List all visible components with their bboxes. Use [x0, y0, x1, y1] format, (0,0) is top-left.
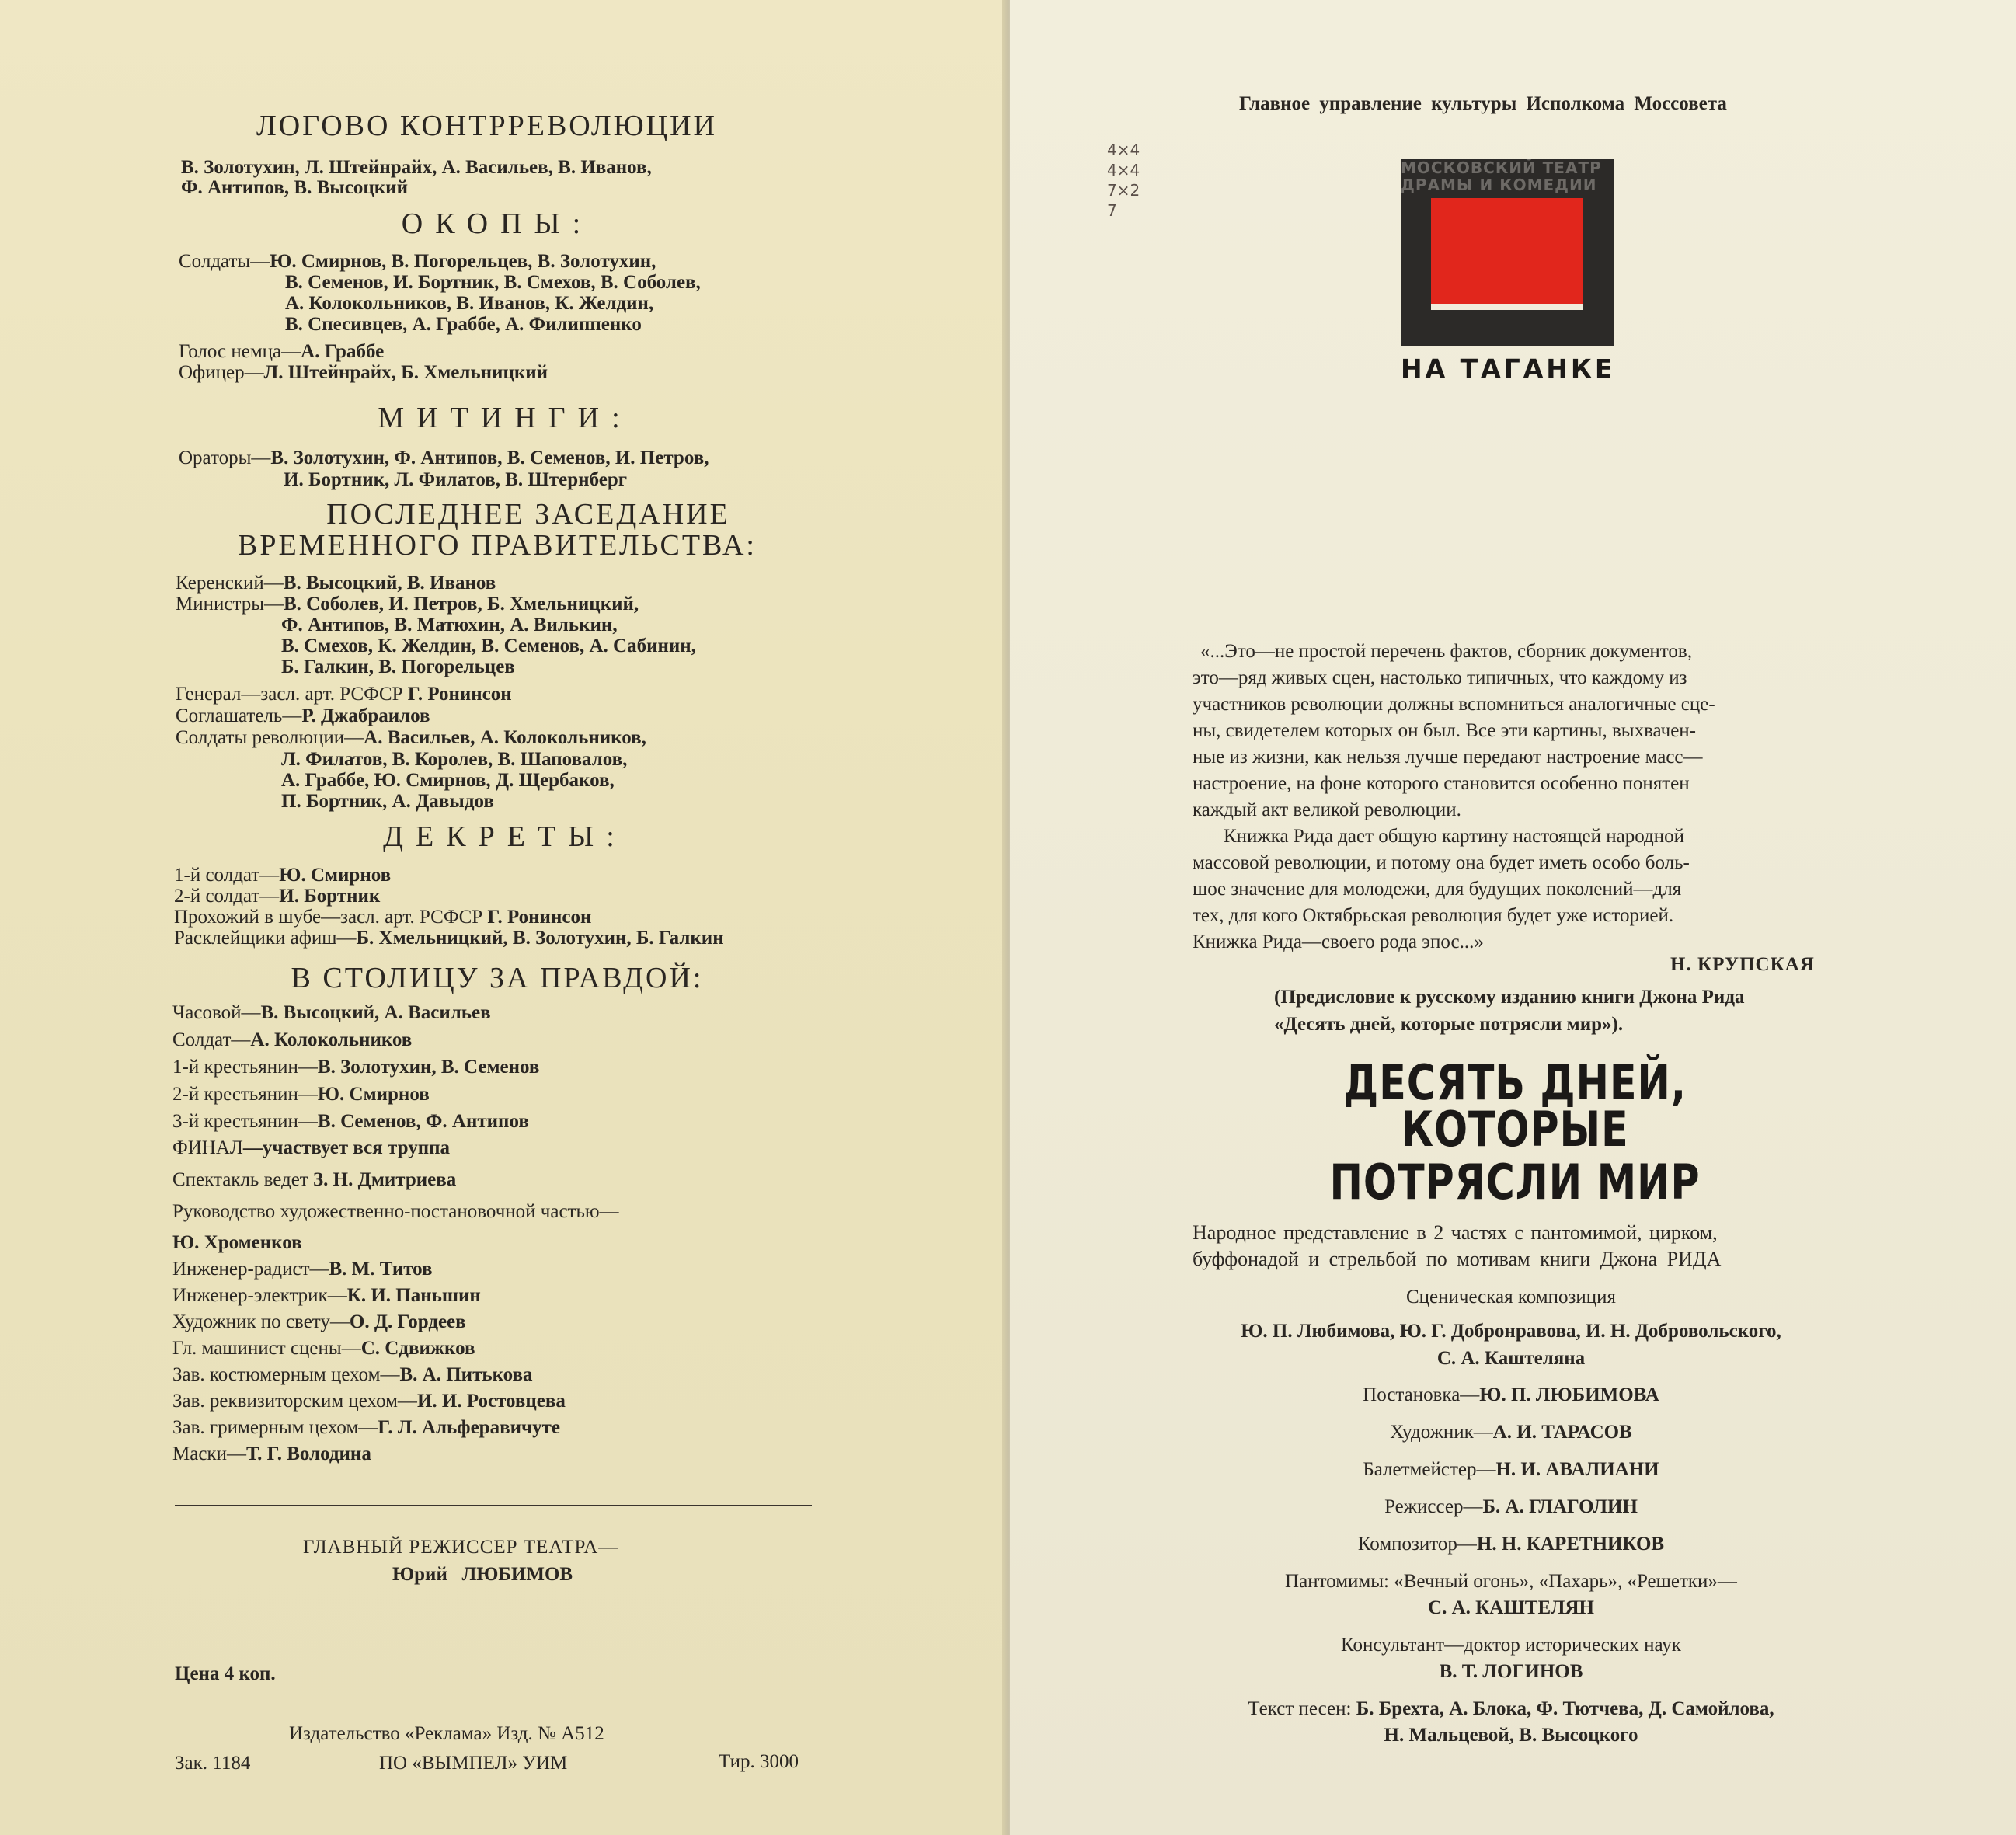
- cast-row: ФИНАЛ—участвует вся труппа: [172, 1137, 451, 1158]
- staff-row: Гл. машинист сцены—С. Сдвижков: [172, 1338, 475, 1359]
- cast-line: П. Бортник, А. Давыдов: [281, 791, 494, 812]
- quote-line: участников революции должны вспомниться аналогичные сце-: [1193, 694, 1715, 715]
- quote-line: «...Это—не простой перечень фактов, сборник документов,: [1200, 641, 1692, 662]
- cast-row: Голос немца—А. Граббе: [179, 341, 385, 362]
- credit-composition-names: Ю. П. Любимова, Ю. Г. Добронравова, И. Н. Добровольского,: [1241, 1321, 1781, 1342]
- cast-row: Солдаты революции—А. Васильев, А. Колокольников,: [176, 727, 646, 748]
- cast-line: В. Спесивцев, А. Граббе, А. Филиппенко: [285, 314, 642, 335]
- theatre-logo: [1401, 159, 1614, 346]
- section-title-lair: ЛОГОВО КОНТРРЕВОЛЮЦИИ: [256, 110, 717, 142]
- credit-pantomime: Пантомимы: «Вечный огонь», «Пахарь», «Решетки»—: [1285, 1571, 1737, 1592]
- quote-line: шое значение для молодежи, для будущих поколений—для: [1193, 879, 1682, 900]
- credit-ballet: Балетмейстер—Н. И. АВАЛИАНИ: [1363, 1459, 1659, 1480]
- cast-row: 3-й крестьянин—В. Семенов, Ф. Антипов: [172, 1111, 529, 1132]
- play-title-line: ДЕСЯТЬ ДНЕЙ,: [1343, 1054, 1687, 1111]
- staff-row: Ю. Хроменков: [172, 1232, 302, 1253]
- cast-row: Прохожий в шубе—засл. арт. РСФСР Г. Ронинсон: [174, 907, 592, 928]
- header-org: Главное управление культуры Исполкома Моссовета: [1239, 93, 1727, 114]
- cast-line: В. Золотухин, Л. Штейнрайх, А. Васильев, В. Иванов,: [181, 157, 652, 178]
- credit-composition-label: Сценическая композиция: [1405, 1287, 1617, 1307]
- credit-lyrics: Текст песен: Б. Брехта, А. Блока, Ф. Тютчева, Д. Самойлова,: [1248, 1698, 1774, 1719]
- cast-row: Часовой—В. Высоцкий, А. Васильев: [172, 1002, 491, 1023]
- cast-row: Министры—В. Соболев, И. Петров, Б. Хмельницкий,: [176, 594, 639, 615]
- credit-composition-names: С. А. Каштеляна: [1436, 1348, 1586, 1369]
- section-title-trenches: ОКОПЫ:: [401, 207, 594, 240]
- quote-line: массовой революции, и потому она будет иметь особо боль-: [1193, 852, 1690, 873]
- cast-line: А. Граббе, Ю. Смирнов, Д. Щербаков,: [281, 770, 615, 791]
- staff-row: Зав. реквизиторским цехом—И. И. Ростовцева: [172, 1391, 566, 1412]
- printer: ПО «ВЫМПЕЛ» УИМ: [379, 1753, 568, 1774]
- staff-row: Зав. костюмерным цехом—В. А. Питькова: [172, 1364, 533, 1385]
- credit-lyrics-names: Н. Мальцевой, В. Высоцкого: [1384, 1725, 1638, 1746]
- cast-line: В. Семенов, И. Бортник, В. Смехов, В. Соболев,: [285, 272, 701, 293]
- cast-row: 2-й солдат—И. Бортник: [174, 886, 381, 907]
- quote-line: Книжка Рида—своего рода эпос...»: [1193, 931, 1484, 952]
- cast-line: Ф. Антипов, В. Высоцкий: [181, 177, 408, 198]
- publisher: Издательство «Реклама» Изд. № А512: [289, 1723, 604, 1744]
- cast-row: Офицер—Л. Штейнрайх, Б. Хмельницкий: [179, 362, 548, 383]
- play-title-line: КОТОРЫЕ: [1401, 1101, 1629, 1158]
- cast-line: Б. Галкин, В. Погорельцев: [281, 656, 515, 677]
- cast-row: Солдат—А. Колокольников: [172, 1029, 413, 1050]
- logo-caption: НА ТАГАНКЕ: [1401, 353, 1616, 384]
- logo-frame-text: МОСКОВСКИЙ ТЕАТР ДРАМЫ И КОМЕДИИ: [1401, 159, 1602, 194]
- cast-row: 1-й солдат—Ю. Смирнов: [174, 865, 392, 886]
- handwritten-notes: 4×4 4×4 7×2 7: [1107, 141, 1140, 220]
- section-title-decrees: ДЕКРЕТЫ:: [383, 820, 627, 853]
- subtitle: Народное представление в 2 частях с пантомимой, цирком,: [1193, 1221, 1718, 1244]
- divider: [175, 1505, 812, 1506]
- cast-line: А. Колокольников, В. Иванов, К. Желдин,: [285, 293, 654, 314]
- logo-stripe: [1431, 304, 1583, 310]
- section-title-to-capital: В СТОЛИЦУ ЗА ПРАВДОЙ:: [291, 962, 704, 994]
- staff-row: Инженер-радист—В. М. Титов: [172, 1259, 433, 1280]
- credit-pantomime-names: С. А. КАШТЕЛЯН: [1428, 1597, 1594, 1618]
- credit-director: Режиссер—Б. А. ГЛАГОЛИН: [1384, 1496, 1638, 1517]
- cast-row: Генерал—засл. арт. РСФСР Г. Ронинсон: [176, 684, 512, 705]
- credit-composer: Композитор—Н. Н. КАРЕТНИКОВ: [1357, 1534, 1665, 1555]
- quote-source: «Десять дней, которые потрясли мир»).: [1274, 1014, 1624, 1035]
- credit-consultant: Консультант—доктор исторических наук: [1341, 1635, 1681, 1656]
- chief-director-name: Юрий ЛЮБИМОВ: [392, 1564, 573, 1585]
- cast-line: И. Бортник, Л. Филатов, В. Штернберг: [284, 469, 628, 490]
- cast-row: Соглашатель—Р. Джабраилов: [176, 705, 430, 726]
- section-title-meetings: МИТИНГИ:: [378, 402, 632, 434]
- staff-row: Спектакль ведет З. Н. Дмитриева: [172, 1169, 457, 1190]
- quote-line: настроение, на фоне которого становится особенно понятен: [1193, 773, 1690, 794]
- price: Цена 4 коп.: [175, 1663, 276, 1684]
- credit-staging: Постановка—Ю. П. ЛЮБИМОВА: [1363, 1384, 1659, 1405]
- cast-row: Ораторы—В. Золотухин, Ф. Антипов, В. Семенов, И. Петров,: [179, 447, 709, 468]
- cast-row: Солдаты—Ю. Смирнов, В. Погорельцев, В. Золотухин,: [179, 251, 656, 272]
- cast-row: 1-й крестьянин—В. Золотухин, В. Семенов: [172, 1057, 540, 1078]
- quote-line: тех, для кого Октябрьская революция будет уже историей.: [1193, 905, 1674, 926]
- quote-line: это—ряд живых сцен, настолько типичных, что каждому из: [1193, 667, 1687, 688]
- section-title-provisional-government: ВРЕМЕННОГО ПРАВИТЕЛЬСТВА:: [237, 529, 757, 562]
- cast-row: Расклейщики афиш—Б. Хмельницкий, В. Золотухин, Б. Галкин: [174, 928, 724, 949]
- staff-row: Маски—Т. Г. Володина: [172, 1443, 371, 1464]
- section-title-last-meeting: ПОСЛЕДНЕЕ ЗАСЕДАНИЕ: [326, 498, 730, 531]
- order-number: Зак. 1184: [175, 1753, 251, 1774]
- quote-line: Книжка Рида дает общую картину настоящей народной: [1224, 826, 1685, 847]
- credit-consultant-names: В. Т. ЛОГИНОВ: [1439, 1661, 1583, 1682]
- cast-row: Керенский—В. Высоцкий, В. Иванов: [176, 573, 496, 594]
- quote-author: Н. КРУПСКАЯ: [1670, 954, 1815, 975]
- staff-row: Художник по свету—О. Д. Гордеев: [172, 1311, 466, 1332]
- play-title-line: ПОТРЯСЛИ МИР: [1329, 1154, 1701, 1210]
- credit-artist: Художник—А. И. ТАРАСОВ: [1390, 1422, 1632, 1443]
- cast-line: Л. Филатов, В. Королев, В. Шаповалов,: [281, 749, 628, 770]
- subtitle: буффонадой и стрельбой по мотивам книги Джона РИДА: [1193, 1248, 1722, 1270]
- print-run: Тир. 3000: [719, 1751, 799, 1772]
- logo-red-square: [1431, 198, 1583, 305]
- staff-row: Руководство художественно-постановочной частью—: [172, 1201, 619, 1222]
- cast-row: 2-й крестьянин—Ю. Смирнов: [172, 1084, 430, 1105]
- chief-director-label: ГЛАВНЫЙ РЕЖИССЕР ТЕАТРА—: [303, 1537, 619, 1558]
- staff-row: Зав. гримерным цехом—Г. Л. Альферавичуте: [172, 1417, 560, 1438]
- cast-line: Ф. Антипов, В. Матюхин, А. Вилькин,: [281, 615, 618, 635]
- quote-line: ные из жизни, как нельзя лучше передают настроение масс—: [1193, 747, 1703, 768]
- cast-line: В. Смехов, К. Желдин, В. Семенов, А. Сабинин,: [281, 635, 696, 656]
- quote-line: ны, свидетелем которых он был. Все эти картины, выхвачен-: [1193, 720, 1697, 741]
- staff-row: Инженер-электрик—К. И. Паньшин: [172, 1285, 481, 1306]
- quote-line: каждый акт великой революции.: [1193, 799, 1461, 820]
- quote-source: (Предисловие к русскому изданию книги Джона Рида: [1274, 987, 1745, 1008]
